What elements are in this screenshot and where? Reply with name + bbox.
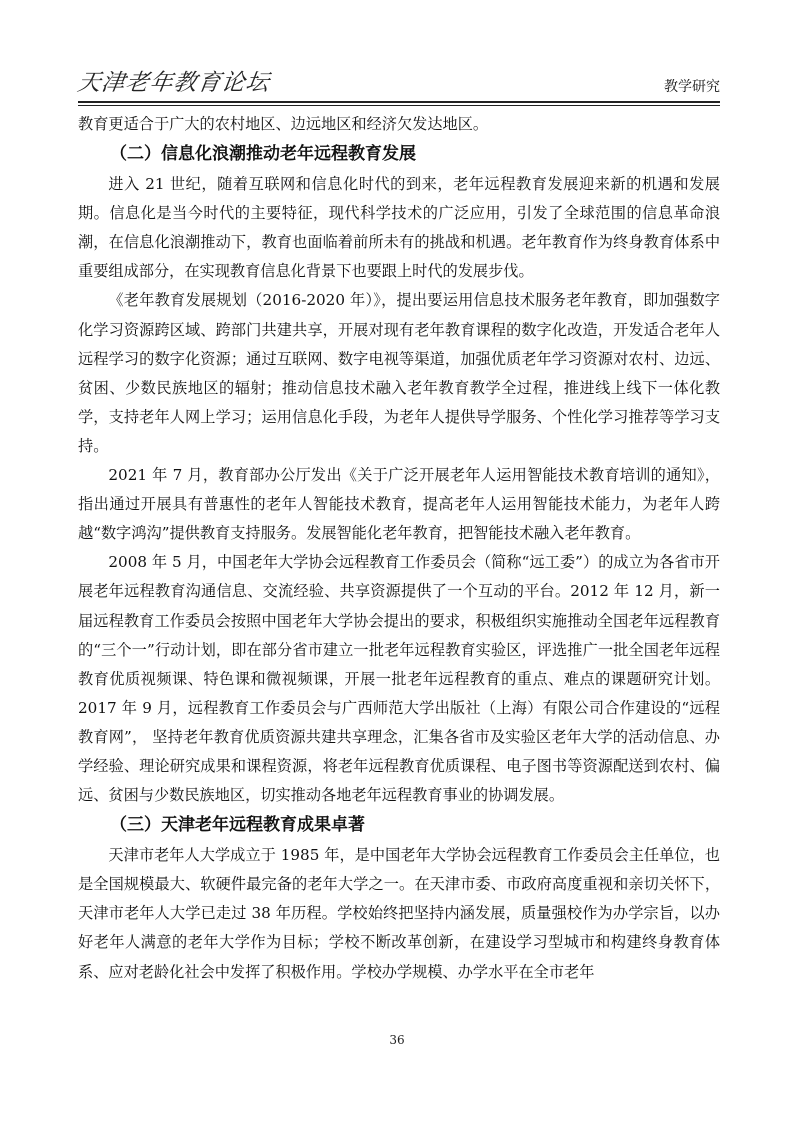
- page-header: [75, 62, 720, 100]
- paragraph-4: 2008 年 5 月，中国老年大学协会远程教育工作委员会（简称“远工委”）的成立为各省市开展老年远程教育沟通信息、交流经验、共享资源提供了一个互动的平台。2012 年 12 月，新一届远程教育工作委员会按照中国老年大学协会提出的要求，积极组织实施推动全国老年远程教育的“三个一”行动计划，即在部分省市建立一批老年远程教育实验区，评选推广一批全国老年远程教育优质视频课、特色课和微视频课，开展一批老年远程教育的重点、难点的课题研究计划。2017 年 9 月，远程教育工作委员会与广西师范大学出版社（上海）有限公司合作建设的“远程教育网”， 坚持老年教育优质资源共建共享理念，汇集各省市及实验区老年大学的活动信息、办学经验、理论研究成果和课程资源，将老年远程教育优质课程、电子图书等资源配送到农村、偏远、贫困与少数民族地区，切实推动各地老年远程教育事业的协调发展。: [78, 553, 720, 805]
- header-rule-thick: [78, 101, 720, 103]
- section-heading-2: （二）信息化浪潮推动老年远程教育发展: [110, 144, 416, 165]
- paragraph-2: 《老年教育发展规划（2016-2020 年）》，提出要运用信息技术服务老年教育，即加强数字化学习资源跨区域、跨部门共建共享，开展对现有老年教育课程的数字化改造，开发适合老年人远程学习的数字化资源；通过互联网、数字电视等渠道，加强优质老年学习资源对农村、边远、贫困、少数民族地区的辐射；推动信息技术融入老年教育教学全过程，推进线上线下一体化教学，支持老年人网上学习；运用信息化手段，为老年人提供导学服务、个性化学习推荐等学习支持。: [78, 291, 720, 455]
- header-rule-thin: [78, 105, 720, 106]
- page-number: 36: [389, 1033, 405, 1047]
- paragraph-continuation: 教育更适合于广大的农村地区、边远地区和经济欠发达地区。: [78, 115, 489, 133]
- article-body: [78, 110, 720, 987]
- journal-logo: 天津老年教育论坛: [75, 70, 272, 96]
- section-name: 教学研究: [664, 79, 720, 95]
- section-heading-3: （三）天津老年远程教育成果卓著: [110, 815, 365, 836]
- paragraph-3: 2021 年 7 月，教育部办公厅发出《关于广泛开展老年人运用智能技术教育培训的通知》，指出通过开展具有普惠性的老年人智能技术教育，提高老年人运用智能技术能力，为老年人跨越“数字鸿沟”提供教育支持服务。发展智能化老年教育，把智能技术融入老年教育。: [78, 466, 720, 543]
- paragraph-5: 天津市老年人大学成立于 1985 年，是中国老年大学协会远程教育工作委员会主任单位，也是全国规模最大、软硬件最完备的老年大学之一。在天津市委、市政府高度重视和亲切关怀下，天津市老年人大学已走过 38 年历程。学校始终把坚持内涵发展，质量强校作为办学宗旨，以办好老年人满意的老年大学作为目标；学校不断改革创新，在建设学习型城市和构建终身教育体系、应对老龄化社会中发挥了积极作用。学校办学规模、办学水平在全市老年: [78, 846, 720, 981]
- paragraph-1: 进入 21 世纪，随着互联网和信息化时代的到来，老年远程教育发展迎来新的机遇和发展期。信息化是当今时代的主要特征，现代科学技术的广泛应用，引发了全球范围的信息革命浪潮，在信息化浪潮推动下，教育也面临着前所未有的挑战和机遇。老年教育作为终身教育体系中重要组成部分，在实现教育信息化背景下也要跟上时代的发展步伐。: [78, 175, 720, 281]
